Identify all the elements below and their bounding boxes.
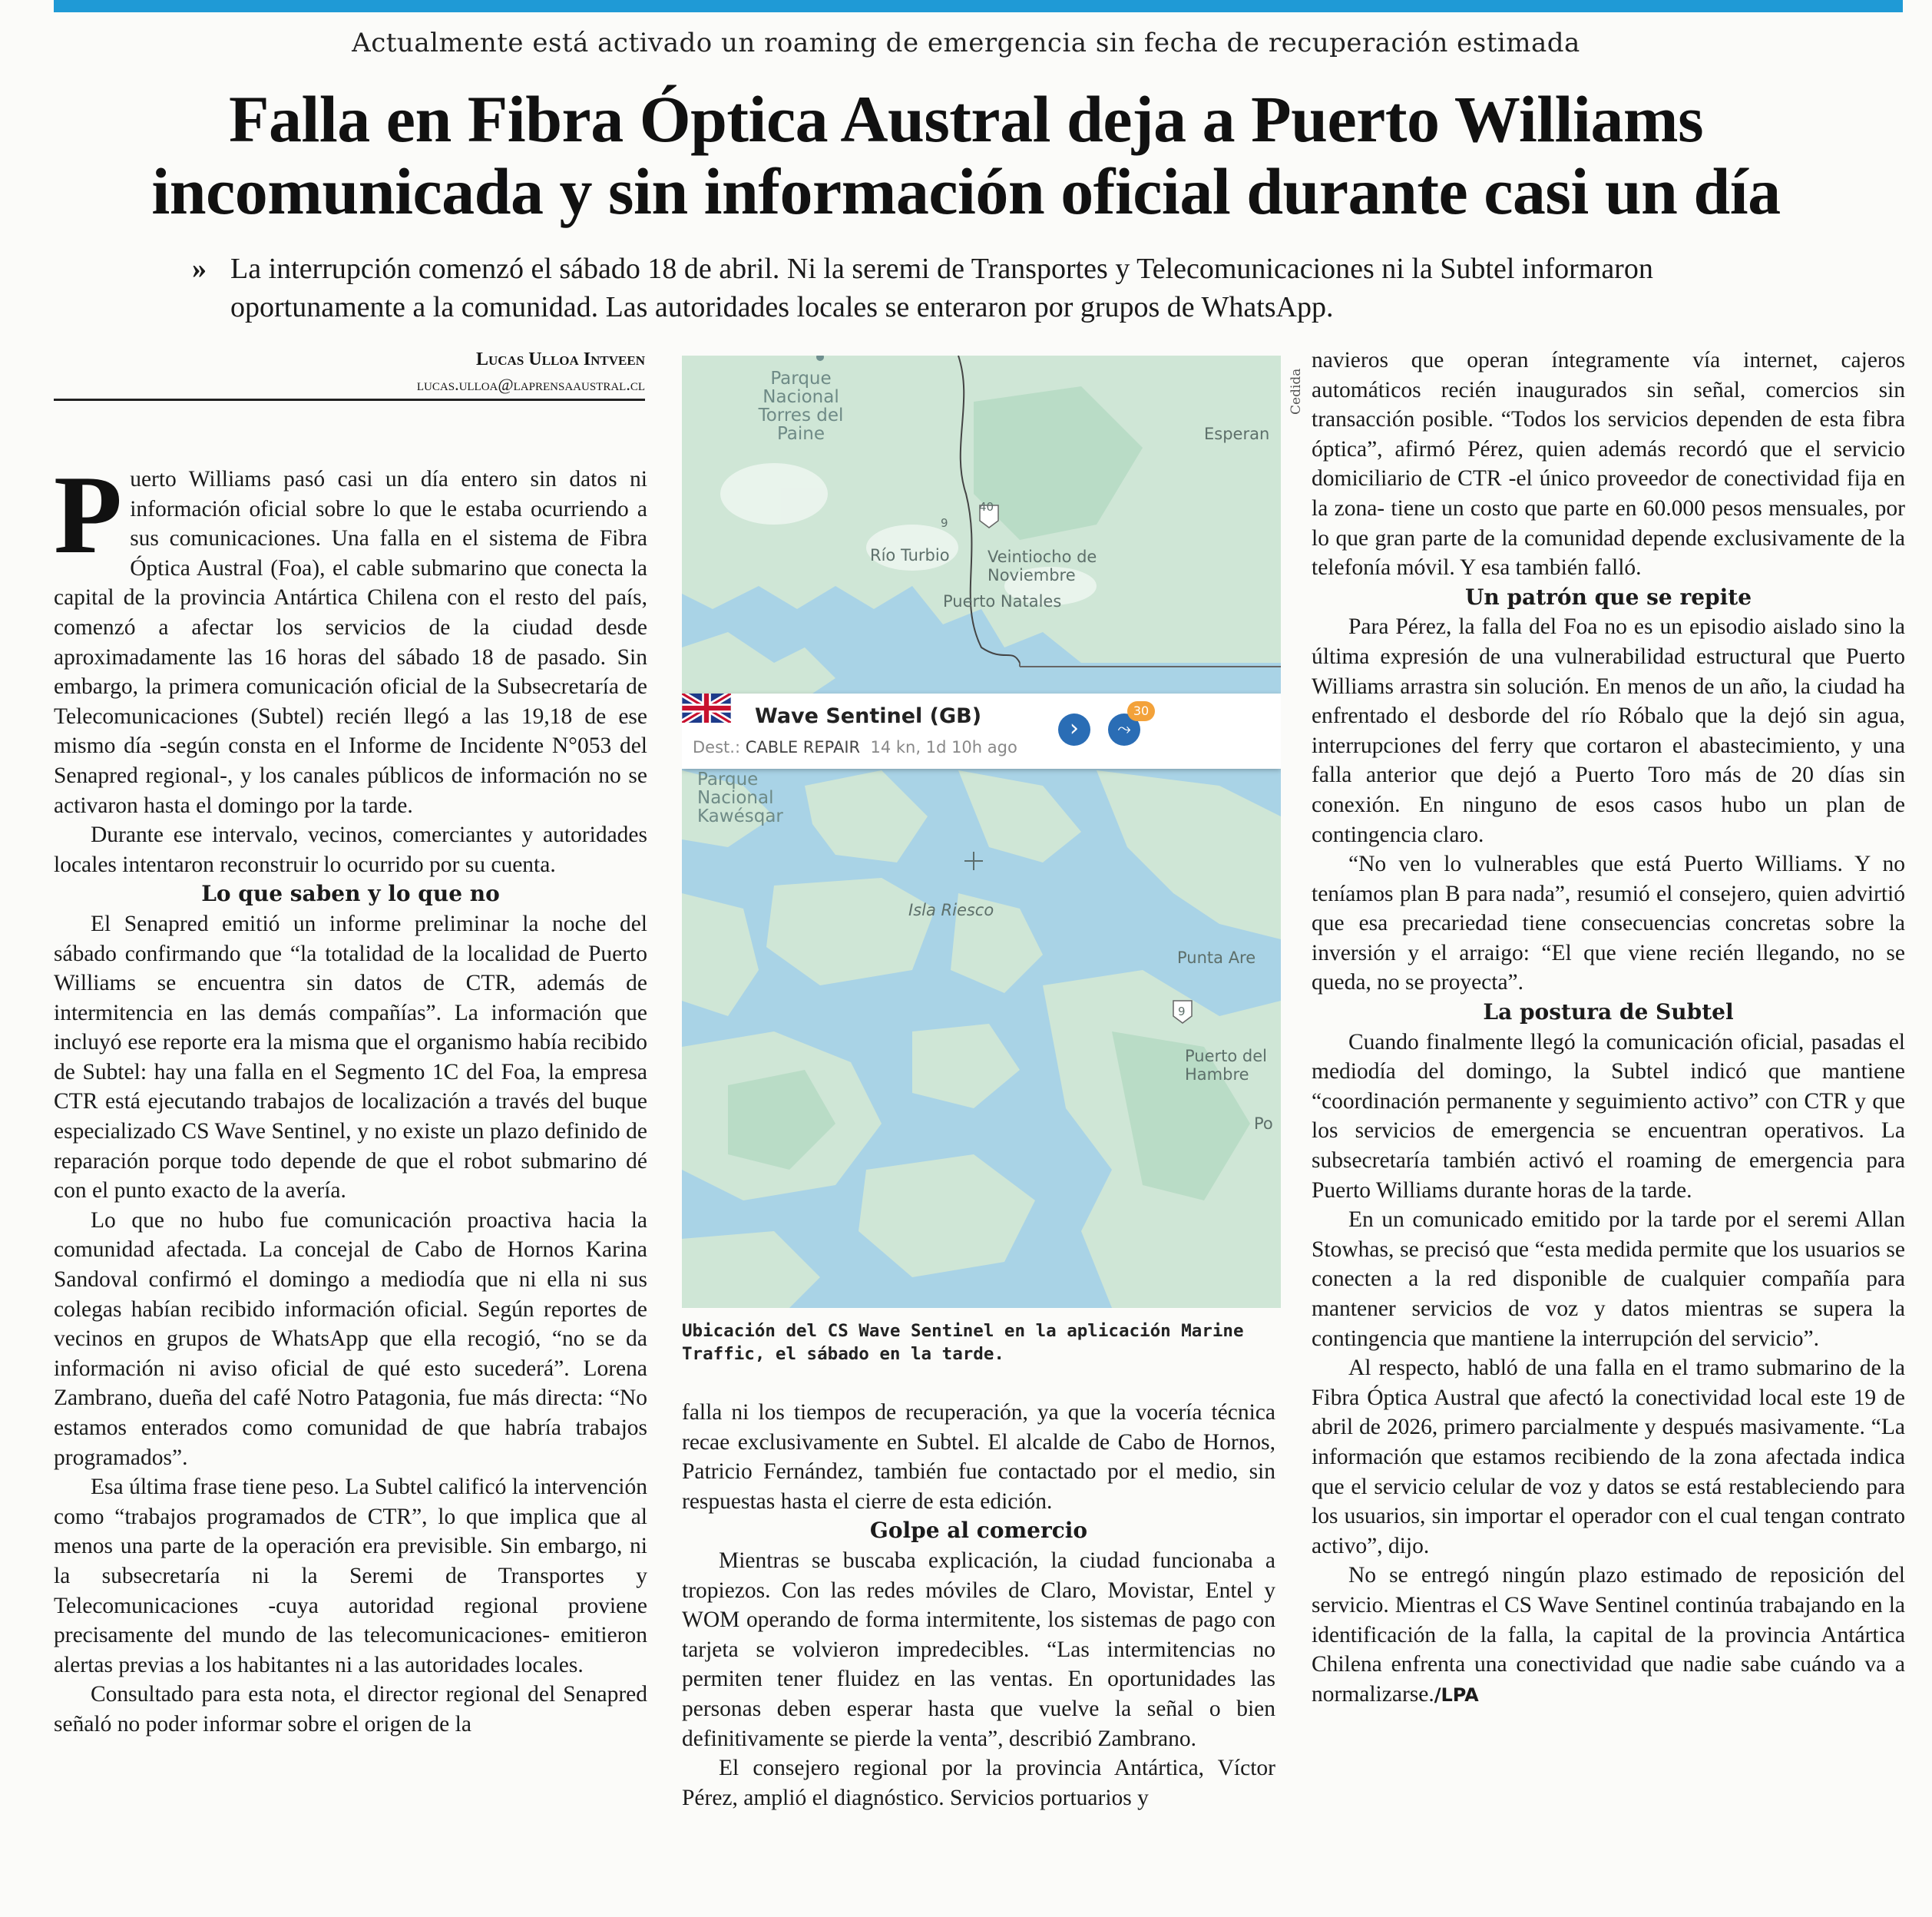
top-accent-bar <box>54 0 1903 12</box>
section-heading: Un patrón que se repite <box>1464 584 1752 610</box>
map-label-kawesqar: Parque Nacional Kawésqar <box>697 770 783 826</box>
vessel-popup[interactable] <box>682 694 1281 769</box>
vessel-details-button[interactable]: › <box>1058 713 1090 746</box>
drop-cap: P <box>54 452 123 577</box>
section-heading: Lo que saben y lo que no <box>201 881 500 907</box>
byline <box>54 349 645 395</box>
paragraph: Durante ese intervalo, vecinos, comerciantes y autoridades locales intentaron reconstruir lo ocurrido por su cuenta. <box>54 823 647 877</box>
deck-text: La interrupción comenzó el sábado 18 de abril. Ni la seremi de Transportes y Telecomunicaciones ni la Subtel informaron oportunamente a la comunidad. Las autoridades locales se enteraron por grupos de WhatsApp. <box>230 253 1653 323</box>
paragraph: “No ven lo vulnerables que está Puerto Williams. Y no teníamos plan B para nada”, resumió el consejero, quien advirtió que esa precariedad tiene consecuencias concretas sobre la inversión y el arraigo: “El que viene recién llegando, no se queda, no se proyecta”. <box>1312 852 1905 995</box>
paragraph: navieros que operan íntegramente vía internet, cajeros automáticos recién inaugurados sin señal, comercios sin transacción posible. “Todos los servicios dependen de esta fibra óptica”, afirmó Pérez, quien además recordó que el servicio domiciliario de CTR -el único proveedor de conectividad fija en la zona- tiene un costo que parte en 60.000 pesos mensuales, por lo que gran parte de la comunidad depende exclusivamente de la telefonía móvil. Y esa también falló. <box>1312 348 1905 581</box>
double-chevron-icon: » <box>192 253 207 285</box>
article-column-1 <box>54 452 647 1740</box>
map-label-torres-del-paine: Parque Nacional Torres del Paine <box>758 369 844 444</box>
paragraph: Al respecto, habló de una falla en el tramo submarino de la Fibra Óptica Austral que afectó la conectividad local este 19 de abril de 2026, primero parcialmente y después masivamente. “La información que estamos recibiendo de la zona afectada indica que el servicio celular de voz y datos se está restableciendo para los usuarios, sin importar el operador con el cual tengan contrato activo”, dijo. <box>1312 1356 1905 1558</box>
popup-badge: 30 <box>1127 701 1155 721</box>
map-label-isla-riesco: Isla Riesco <box>908 901 994 919</box>
signature: /LPA <box>1434 1684 1479 1706</box>
map-label-road-40: 40 <box>979 500 994 514</box>
paragraph: falla ni los tiempos de recuperación, ya que la vocería técnica recae exclusivamente en Subtel. El alcalde de Cabo de Hornos, Patricio Fernández, también fue contactado por el medio, sin respuestas hasta el cierre de esta edición. <box>682 1400 1275 1514</box>
byline-author: Lucas Ulloa Intveen <box>476 349 645 369</box>
paragraph: Para Pérez, la falla del Foa no es un episodio aislado sino la última expresión de una vulnerabilidad estructural que Puerto Williams arrastra sin solución. En menos de un año, la ciudad ha enfrentado el desborde del río Róbalo que la dejó sin agua, interrupciones del ferry que cortaron el abastecimiento, y una falla anterior que dejó a Puerto Toro más de 20 días sin conexión. En ninguno de esos casos hubo un plan de contingencia claro. <box>1312 614 1905 847</box>
headline <box>77 83 1855 227</box>
paragraph: El Senapred emitió un informe preliminar la noche del sábado confirmando que “la totalidad de la localidad de Puerto Williams se encuentra sin datos de CTR, además de intermitencia en las demás compañías”. La información que incluyó ese reporte era la misma que el organismo había recibido de Subtel: hay una falla en el Segmento 1C del Foa, la empresa CTR está ejecutando trabajos de localización a través del buque especializado CS Wave Sentinel, y no existe un plazo definido de reparación porque todo depende de que el robot submarino dé con el punto exacto de la avería. <box>54 911 647 1204</box>
paragraph: Cuando finalmente llegó la comunicación oficial, pasadas el mediodía del domingo, la Subtel indicó que mantiene “coordinación permanente y seguimiento activo” con CTR y que los servicios de emergencia se encuentran operativos. La subsecretaría también activó el roaming de emergencia para Puerto Williams durante horas de la tarde. <box>1312 1029 1905 1203</box>
photo-credit: Cedida <box>1289 368 1304 415</box>
vessel-name: Wave Sentinel (GB) <box>755 704 982 728</box>
deck <box>192 250 1735 326</box>
paragraph: En un comunicado emitido por la tarde por el seremi Allan Stowhas, se precisó que “esta medida permite que los usuarios se conecten a la red disponible de cualquier compañía para mantener servicios de voz y datos mientras se supera la contingencia que mantiene la interrupción del servicio”. <box>1312 1207 1905 1351</box>
headline-line-1: Falla en Fibra Óptica Austral deja a Puerto Williams <box>228 82 1704 156</box>
map-caption: Ubicación del CS Wave Sentinel en la aplicación Marine Traffic, el sábado en la tarde. <box>682 1321 1244 1364</box>
route-icon[interactable]: ⤳ <box>1108 713 1140 746</box>
kicker: Actualmente está activado un roaming de emergencia sin fecha de recuperación estimada <box>352 28 1580 58</box>
map-label-puerto-del-hambre: Puerto del Hambre <box>1185 1047 1267 1084</box>
map-label-road-9b: 9 <box>1178 1005 1186 1018</box>
paragraph: Lo que no hubo fue comunicación proactiva hacia la comunidad afectada. La concejal de Cabo de Hornos Karina Sandoval confirmó el domingo a mediodía que ni ella ni sus colegas habían recibido información oficial. Según reportes de vecinos en grupos de WhatsApp que ella recogió, “no se da información ni aviso oficial de qué esto sucederá”. Lorena Zambrano, dueña del café Notro Patagonia, fue más directa: “No estamos enterados como comunidad de que habría trabajos programados”. <box>54 1207 647 1470</box>
article-column-3 <box>1312 346 1905 1710</box>
paragraph: No se entregó ningún plazo estimado de reposición del servicio. Mientras el CS Wave Sentinel continúa trabajando en la identificación de la falla, la capital de la provincia Antártica Chilena enfrenta una conectividad que nadie sabe cuándo va a normalizarse./LPA <box>1312 1563 1905 1707</box>
article-column-2 <box>682 1398 1275 1813</box>
paragraph: Puerto Williams pasó casi un día entero sin datos ni información oficial sobre lo que le estaba ocurriendo a sus comunicaciones. Una falla en el sistema de Fibra Óptica Austral (Foa), el cable submarino que conecta la capital de la provincia Antártica Chilena con el resto del país, comenzó a afectar los servicios de la ciudad desde aproximadamente las 16 horas del sábado 18 de pasado. Sin embargo, la primera comunicación oficial de la Subsecretaría de Telecomunicaciones (Subtel) recién llegó a las 19,18 de ese mismo día -según consta en el Informe de Incidente N°053 del Senapred regional-, y los canales públicos de información no se activaron hasta el domingo por la tarde. <box>54 452 647 818</box>
uk-flag-icon <box>682 694 731 723</box>
paragraph: Esa última frase tiene peso. La Subtel calificó la intervención como “trabajos programados de CTR”, lo que implica que al menos una parte de la operación era previsible. Sin embargo, ni la subsecretaría ni la Seremi de Transportes y Telecomunicaciones -cuya autoridad regional proviene precisamente del mundo de las telecomunicaciones- emitieron alertas previas a los habitantes ni a las autoridades locales. <box>54 1475 647 1677</box>
paragraph: El consejero regional por la provincia Antártica, Víctor Pérez, amplió el diagnóstico. Servicios portuarios y <box>682 1756 1275 1810</box>
map-label-rio-turbio: Río Turbio <box>870 546 950 565</box>
map-label-esperanza: Esperan <box>1204 425 1270 443</box>
marine-traffic-map <box>682 356 1281 1308</box>
byline-email[interactable]: lucas.ulloa@laprensaaustral.cl <box>416 375 645 394</box>
section-heading: Golpe al comercio <box>869 1518 1088 1544</box>
map-label-po: Po <box>1254 1114 1273 1133</box>
headline-line-2: incomunicada y sin información oficial durante casi un día <box>151 154 1781 228</box>
section-heading: La postura de Subtel <box>1483 999 1734 1025</box>
map-label-veintiocho: Veintiocho de Noviembre <box>988 548 1097 584</box>
vessel-destination: Dest.: CABLE REPAIR 14 kn, 1d 10h ago <box>693 738 1017 757</box>
map-label-road-9: 9 <box>941 516 948 530</box>
byline-divider <box>54 399 645 401</box>
map-label-punta-arenas: Punta Are <box>1177 949 1256 967</box>
map-label-puerto-natales: Puerto Natales <box>943 592 1062 611</box>
paragraph: Consultado para esta nota, el director regional del Senapred señaló no poder informar sobre el origen de la <box>54 1682 647 1737</box>
paragraph: Mientras se buscaba explicación, la ciudad funcionaba a tropiezos. Con las redes móviles de Claro, Movistar, Entel y WOM operando de forma intermitente, los sistemas de pago con tarjeta se volvieron impredecibles. “Las intermitencias no permiten tener fluidez en las ventas. En oportunidades las personas deben esperar hasta que vuelve la señal o bien definitivamente se pierde la venta”, describió Zambrano. <box>682 1548 1275 1751</box>
